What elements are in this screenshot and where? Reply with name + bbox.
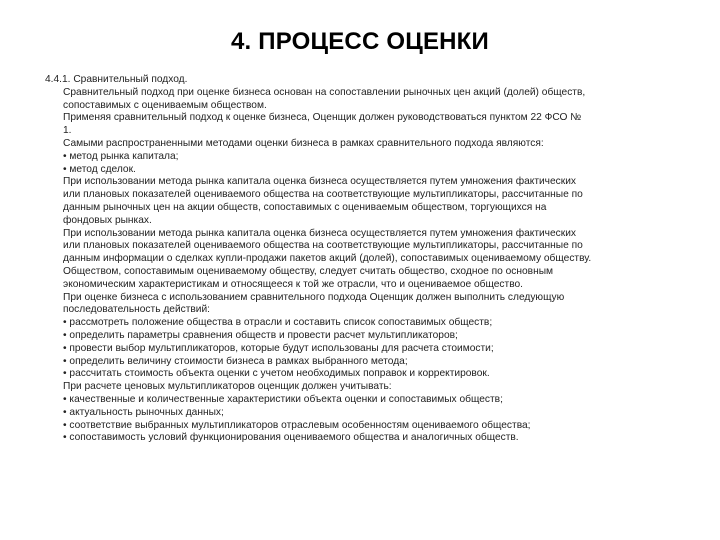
body-line: При использовании метода рынка капитала оценка бизнеса осуществляется путем умножения фактических: [63, 176, 576, 188]
body-line: При использовании метода рынка капитала оценка бизнеса осуществляется путем умножения фактических: [63, 227, 576, 239]
bullet-line: • провести выбор мультипликаторов, которые будут использованы для расчета стоимости;: [63, 342, 494, 354]
body-line: При расчете ценовых мультипликаторов оценщик должен учитывать:: [63, 381, 392, 393]
bullet-line: • сопоставимость условий функционирования оцениваемого общества и аналогичных обществ.: [63, 432, 519, 444]
body-line: или плановых показателей оцениваемого общества на соответствующие мультипликаторы, рассчитанные по: [63, 189, 583, 201]
slide-body: [45, 74, 695, 445]
body-line: Обществом, сопоставимым оцениваемому обществу, следует считать общество, сходное по основным: [63, 265, 554, 277]
body-line: экономическим характеристикам и относящееся к той же отрасли, что и оцениваемое общество.: [63, 278, 523, 290]
body-line: данным рыночных цен на акции обществ, сопоставимых с оцениваемым обществом, торгующихся на: [63, 201, 547, 213]
bullet-line: • метод рынка капитала;: [63, 150, 179, 162]
bullet-line: • определить величину стоимости бизнеса в рамках выбранного метода;: [63, 355, 408, 367]
body-line: сопоставимых с оцениваемым обществом.: [63, 99, 267, 111]
body-line: последовательность действий:: [63, 304, 211, 316]
bullet-line: • актуальность рыночных данных;: [63, 406, 224, 418]
body-line: Применяя сравнительный подход к оценке бизнеса, Оценщик должен руководствоваться пунктом 22 ФСО №: [63, 112, 582, 124]
bullet-line: • рассчитать стоимость объекта оценки с учетом необходимых поправок и корректировок.: [63, 368, 490, 380]
bullet-line: • качественные и количественные характеристики объекта оценки и сопоставимых обществ;: [63, 393, 503, 405]
body-line: 1.: [63, 125, 72, 137]
bullet-line: • соответствие выбранных мультипликаторов отраслевым особенностям оцениваемого общества;: [63, 419, 531, 431]
body-line: Самыми распространенными методами оценки бизнеса в рамках сравнительного подхода являются:: [63, 137, 544, 149]
bullet-line: • метод сделок.: [63, 163, 136, 175]
slide-title: 4. ПРОЦЕСС ОЦЕНКИ: [230, 28, 489, 55]
body-line: фондовых рынках.: [63, 214, 152, 226]
body-line: При оценке бизнеса с использованием сравнительного подхода Оценщик должен выполнить следующую: [63, 291, 565, 303]
body-line: или плановых показателей оцениваемого общества на соответствующие мультипликаторы, рассчитанные по: [63, 240, 583, 252]
body-line: данным информации о сделках купли-продажи пакетов акций (долей), сопоставимых оцениваемому обществу.: [63, 253, 592, 265]
bullet-line: • определить параметры сравнения обществ и провести расчет мультипликаторов;: [63, 329, 458, 341]
section-heading-line: 4.4.1. Сравнительный подход.: [45, 74, 188, 85]
body-line: Сравнительный подход при оценке бизнеса основан на сопоставлении рыночных цен акций (долей) обществ,: [63, 86, 586, 98]
bullet-line: • рассмотреть положение общества в отрасли и составить список сопоставимых обществ;: [63, 317, 493, 329]
